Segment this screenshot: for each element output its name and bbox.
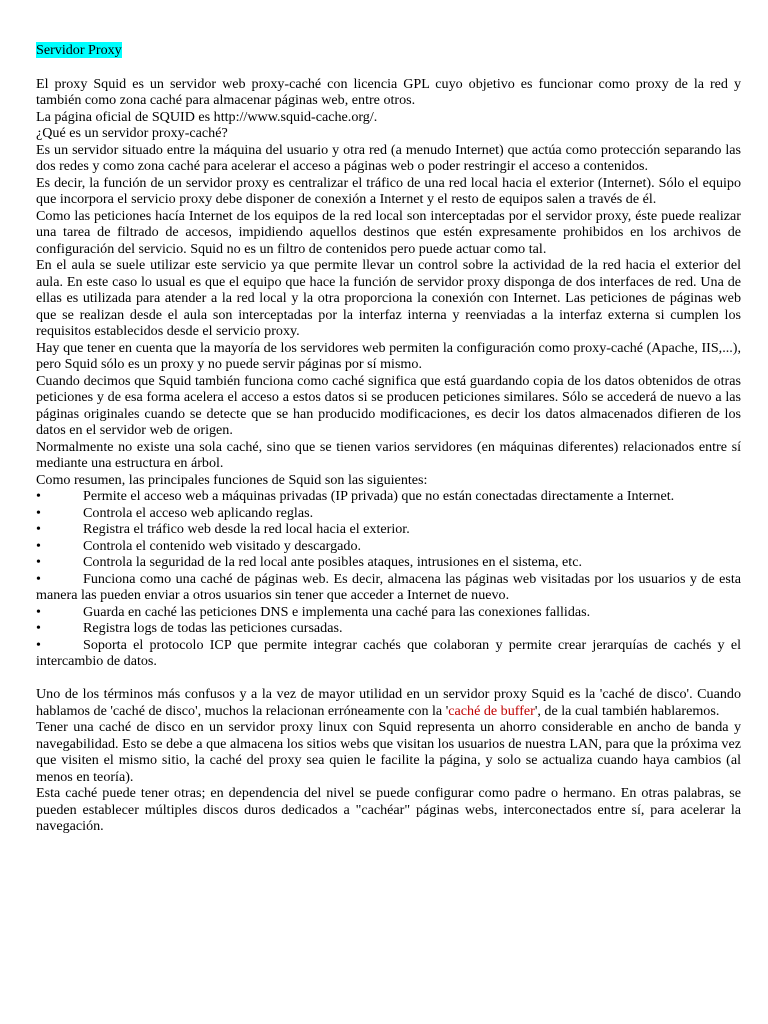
list-item: [36, 505, 741, 522]
bullet-icon: •: [36, 636, 41, 653]
paragraph-proxy-cache: Hay que tener en cuenta que la mayoría de los servidores web permiten la configuración como proxy-caché (Apache, IIS,...), pero Squid sólo es un proxy y no puede servir páginas por sí mismo.: [36, 339, 741, 372]
paragraph-tree: Normalmente no existe una sola caché, sino que se tienen varios servidores (en máquinas diferentes) relacionados entre sí mediante una estructura en árbol.: [36, 438, 741, 471]
paragraph-squid-intro: El proxy Squid es un servidor web proxy-caché con licencia GPL cuyo objetivo es funcionar como proxy de la red y también como zona caché para almacenar páginas web, entre otros.: [36, 75, 741, 108]
list-item-text: Registra el tráfico web desde la red local hacia el exterior.: [83, 521, 410, 537]
list-item-text: Guarda en caché las peticiones DNS e implementa una caché para las conexiones fallidas.: [83, 603, 591, 620]
list-item-text: Controla el contenido web visitado y descargado.: [83, 537, 362, 554]
bullet-icon: •: [36, 603, 41, 620]
bullet-icon: •: [36, 488, 41, 504]
disk-cache-text-end: ', de la cual también hablaremos.: [534, 702, 720, 719]
functions-list: [36, 488, 741, 670]
paragraph-question: ¿Qué es un servidor proxy-caché?: [36, 125, 228, 141]
paragraph-cache-meaning: Cuando decimos que Squid también funciona como caché significa que está guardando copia de los datos obtenidos de otras peticiones y de esa forma acelera el acceso a estos datos si se producen peticiones similares. Sólo se accederá de nuevo a las páginas originales cuando se detecte que se han producido modificaciones, es decir los datos almacenados difieren de los datos en el servidor web de origen.: [36, 372, 741, 438]
list-item-text: Funciona como una caché de páginas web. Es decir, almacena las páginas web visitadas por los usuarios y de esta manera las pueden enviar a otros usuarios sin tener que acceder a Internet de nuevo.: [36, 570, 741, 603]
paragraph-classroom: En el aula se suele utilizar este servicio ya que permite llevar un control sobre la actividad de la red hacia el exterior del aula. En este caso lo usual es que el equipo que hace la función de servidor proxy disponga de dos interfaces de red. Una de ellas es utilizada para atender a la red local y la otra proporciona la conexión con Internet. Las peticiones de páginas web que se realizan desde el aula son interceptadas por la interfaz interna y reenviadas a la interfaz externa si cumplen los requisitos establecidos desde el servicio proxy.: [36, 257, 741, 339]
list-item-text: Controla la seguridad de la red local ante posibles ataques, intrusiones en el sistema, etc.: [83, 554, 582, 570]
list-item: [36, 488, 741, 505]
document-title: [36, 42, 741, 59]
list-item-text: Controla el acceso web aplicando reglas.: [83, 504, 314, 521]
title-highlight: Servidor Proxy: [36, 42, 122, 58]
paragraph-hierarchy: Esta caché puede tener otras; en dependencia del nivel se puede configurar como padre o hermano. En otras palabras, se pueden establecer múltiples discos duros dedicados a "cachéar" páginas webs, interconectados entre sí, para acelerar la navegación.: [36, 785, 741, 834]
list-item: [36, 554, 741, 571]
list-item: [36, 620, 741, 637]
buffer-cache-link[interactable]: caché de buffer: [448, 702, 535, 719]
paragraph-definition: Es un servidor situado entre la máquina del usuario y otra red (a menudo Internet) que actúa como protección separando las dos redes y como zona caché para acelerar el acceso a páginas web o poder restringir el acceso a contenidos.: [36, 141, 741, 174]
paragraph-savings: Tener una caché de disco en un servidor proxy linux con Squid representa un ahorro considerable en ancho de banda y navegabilidad. Esto se debe a que almacena los sitios webs que visitan los usuarios de nuestra LAN, para que la próxima vez que visiten el mismo sitio, la caché del proxy sea quien le facilite la página, y solo se actualiza cuando haya cambios (al menos en teoría).: [36, 719, 741, 785]
list-item: [36, 538, 741, 555]
section-gap: [36, 670, 741, 687]
list-item: [36, 521, 741, 538]
bullet-icon: •: [36, 570, 41, 587]
bullet-icon: •: [36, 554, 41, 570]
document-page: [36, 42, 741, 835]
list-item: [36, 571, 741, 604]
bullet-icon: •: [36, 521, 41, 537]
bullet-icon: •: [36, 620, 41, 636]
bullet-icon: •: [36, 537, 41, 554]
paragraph-function: Es decir, la función de un servidor proxy es centralizar el tráfico de una red local hacia el exterior (Internet). Sólo el equipo que incorpora el servicio proxy debe disponer de conexión a Internet y el resto de equipos salen a través de él.: [36, 174, 741, 207]
paragraph-filtering: Como las peticiones hacía Internet de los equipos de la red local son interceptadas por el servidor proxy, éste puede realizar una tarea de filtrado de accesos, impidiendo aquellos destinos que estén expresamente prohibidos en los archivos de configuración del servicio. Squid no es un filtro de contenidos pero puede actuar como tal.: [36, 207, 741, 257]
bullet-icon: •: [36, 504, 41, 521]
list-item-text: Registra logs de todas las peticiones cursadas.: [83, 620, 343, 636]
paragraph-official-page: La página oficial de SQUID es http://www.squid-cache.org/.: [36, 108, 378, 125]
paragraph-summary: Como resumen, las principales funciones de Squid son las siguientes:: [36, 471, 428, 488]
list-item: [36, 637, 741, 670]
intro-section: [36, 76, 741, 489]
paragraph-disk-cache: [36, 686, 741, 719]
list-item-text: Soporta el protocolo ICP que permite integrar cachés que colaboran y permite crear jerarquías de cachés y el intercambio de datos.: [36, 636, 741, 669]
list-item-text: Permite el acceso web a máquinas privadas (IP privada) que no están conectadas directamente a Internet.: [83, 488, 675, 504]
disk-cache-text: Uno de los términos más confusos y a la vez de mayor utilidad en un servidor proxy Squid es la 'caché de disco'. Cuando hablamos de 'caché de disco', muchos la relacionan erróneamente con la ': [36, 686, 741, 719]
list-item: [36, 604, 741, 621]
